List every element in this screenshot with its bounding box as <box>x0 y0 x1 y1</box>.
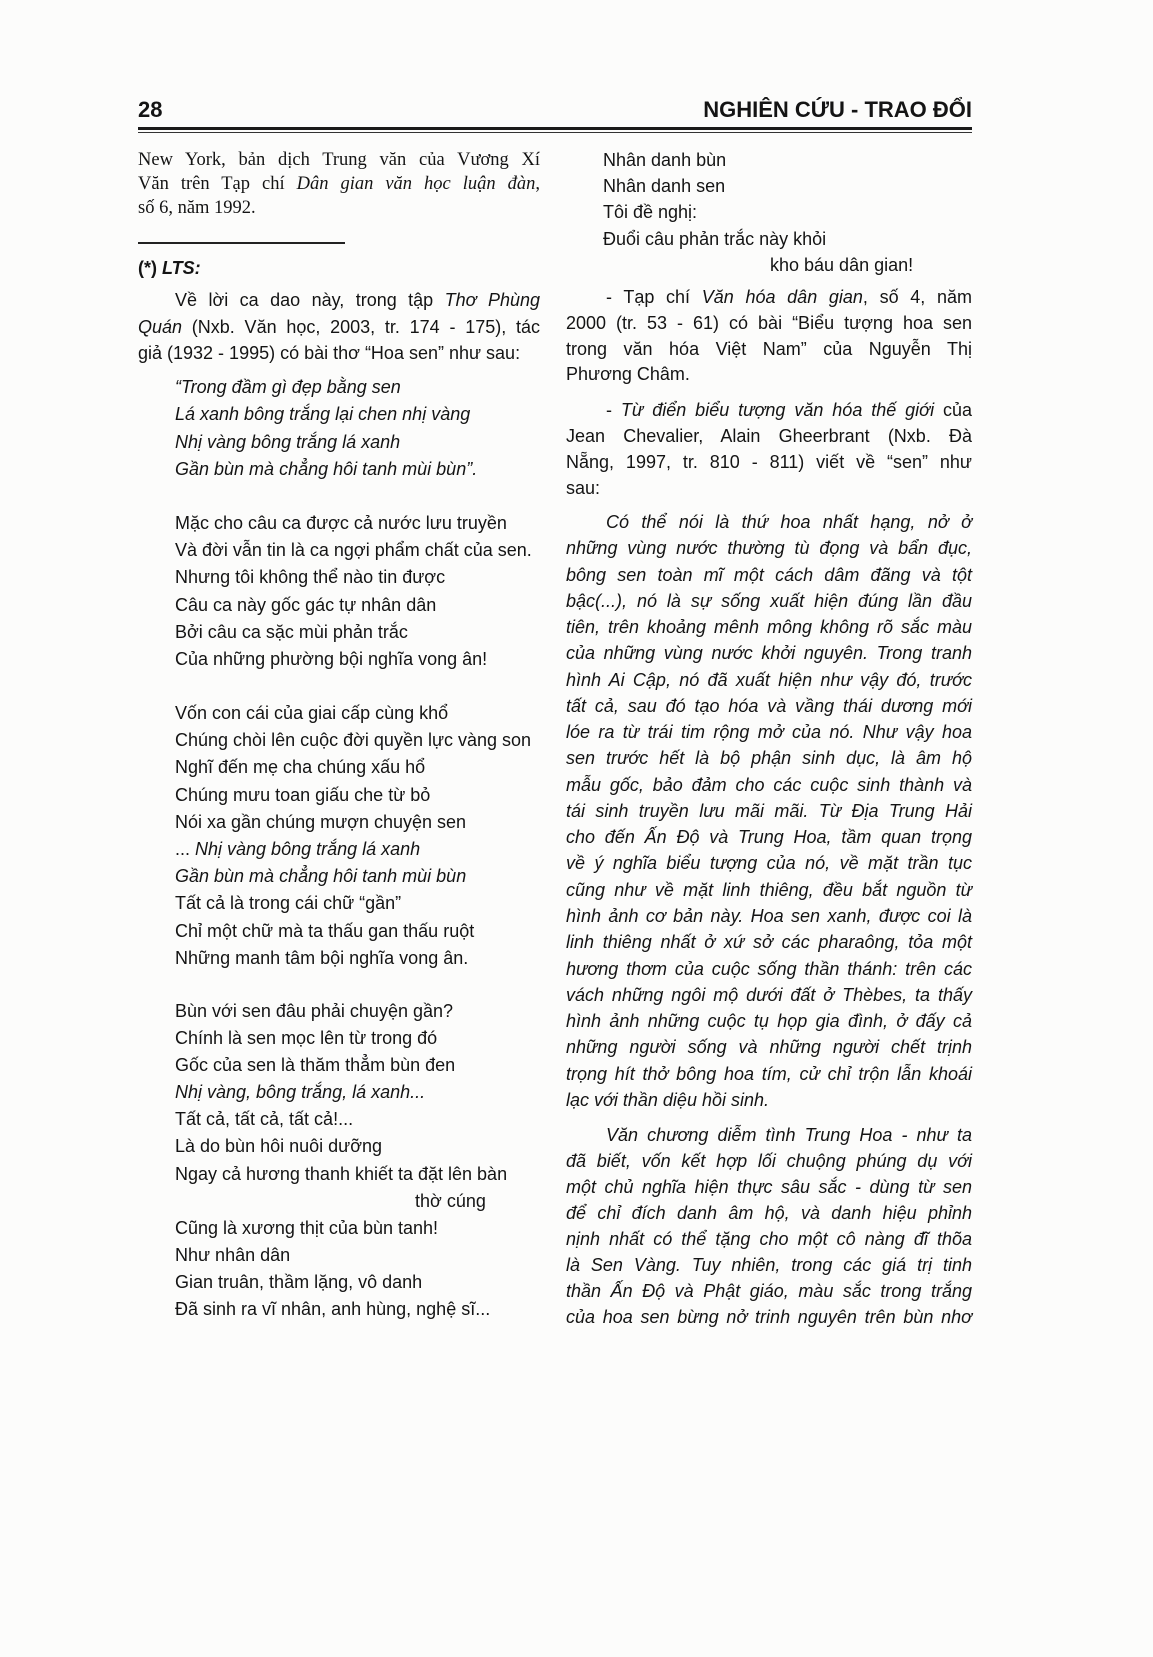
text-line: Là do bùn hôi nuôi dưỡng <box>175 1136 383 1157</box>
italic-text: Từ điển biểu tượng văn hóa thế giới <box>620 400 935 420</box>
text-line: là Sen Vàng. Tuy nhiên, trong các giá trị tinh <box>566 1255 972 1275</box>
text-line: để chỉ đích danh âm hộ, và danh hiệu phỉnh <box>566 1203 972 1223</box>
text-line: Tôi đề nghị: <box>603 202 698 223</box>
italic-text: Thơ Phùng <box>444 290 541 310</box>
text-line: Bởi câu ca sặc mùi phản trắc <box>175 621 408 642</box>
text-line: Tất cả là trong cái chữ “gần” <box>175 893 402 914</box>
header-rule-thin <box>138 132 972 133</box>
text-line: nịnh nhất có thể tặng cho một cô nàng đĩ thõa <box>566 1229 972 1249</box>
text-line: Mặc cho câu ca được cả nước lưu truyền <box>175 513 507 533</box>
text-line: Chỉ một chữ mà ta thấu gan thấu ruột <box>175 920 475 941</box>
poem-stanza <box>566 147 972 278</box>
text-line: Jean Chevalier, Alain Gheerbrant (Nxb. Đà <box>566 426 972 446</box>
text-segment: Về lời ca dao này, trong tập <box>175 290 445 310</box>
reference-paragraph <box>566 397 972 501</box>
italic-text: Nhị vàng bông trắng lá xanh <box>195 838 421 859</box>
text-line: Văn chương diễm tình Trung Hoa - như ta <box>606 1125 972 1145</box>
text-line <box>138 836 540 863</box>
poem-stanza <box>138 998 540 1323</box>
editor-note-paragraph <box>138 287 540 367</box>
text-line: hình ảnh cơ bản này. Hoa sen xanh, được coi là <box>566 905 972 926</box>
text-line: mẫu gốc, bảo đảm cho các cuộc sinh thành và <box>566 774 972 795</box>
text-line: Chúng chòi lên cuộc đời quyền lực vàng son <box>175 730 532 751</box>
text-line: Của những phường bội nghĩa vong ân! <box>175 648 488 669</box>
text-line: Bùn với sen đâu phải chuyện gần? <box>175 1001 454 1021</box>
text-line: bậc(...), nó là sự sống xuất hiện đúng lần đầu <box>566 590 972 611</box>
text-line: Vốn con cái của giai cấp cùng khổ <box>175 703 449 723</box>
poem-stanza <box>138 700 540 972</box>
text-line: những người sống và những người chết trịnh <box>566 1037 972 1058</box>
text-segment: (*) <box>138 258 162 278</box>
text-line: thần Ấn Độ và Phật giáo, màu sắc trong trắng <box>566 1281 972 1301</box>
text-line: đã biết, vốn kết hợp lối chuộng phúng dụ với <box>566 1151 972 1171</box>
header-rule <box>138 127 972 130</box>
text-line <box>138 314 540 341</box>
text-line: Đã sinh ra vĩ nhân, anh hùng, nghệ sĩ... <box>175 1299 491 1320</box>
text-segment: (Nxb. Văn học, 2003, tr. 174 - 175), tác <box>182 316 540 337</box>
text-line <box>138 863 540 890</box>
quoted-paragraph <box>566 509 972 1113</box>
text-line: Chính là sen mọc lên từ trong đó <box>175 1028 438 1049</box>
text-line <box>138 287 540 314</box>
text-line: những vùng nước thường tù đọng và bẩn đục, <box>566 538 972 559</box>
italic-text: Nhị vàng, bông trắng, lá xanh... <box>175 1082 426 1103</box>
editor-note-label <box>138 255 540 281</box>
text-line: tất cả, sau đó tạo hóa và vầng thái dương mới <box>566 695 972 716</box>
footnote-divider <box>138 242 345 244</box>
text-line: lạc với thần diệu hồi sinh. <box>566 1089 770 1110</box>
text-line: tiên, trên khoảng mênh mông không rõ sắc màu <box>566 617 972 638</box>
reference-paragraph <box>566 285 972 388</box>
text-line: 2000 (tr. 53 - 61) có bài “Biểu tượng hoa sen <box>566 312 972 333</box>
text-line: cho đến Ấn Độ và Trung Hoa, tầm quan trọng <box>566 827 972 848</box>
text-line: Tất cả, tất cả, tất cả!... <box>175 1109 354 1130</box>
text-line: Phương Châm. <box>566 364 690 385</box>
text-line: tái sinh truyền lưu mãi mãi. Từ Địa Trung Hải <box>566 800 972 821</box>
poem-stanza <box>138 374 540 483</box>
text-segment: - <box>606 400 621 420</box>
italic-text: LTS: <box>162 258 201 278</box>
text-line: trọng hít thở bông hoa tím, cử chỉ trộn lẫn khoái <box>566 1063 972 1084</box>
section-title: NGHIÊN CỨU - TRAO ĐỔI <box>703 97 972 122</box>
text-segment: - Tạp chí <box>606 287 702 307</box>
text-line <box>566 285 972 311</box>
text-line: giả (1932 - 1995) có bài thơ “Hoa sen” như sau: <box>138 343 521 363</box>
italic-text: Gần bùn mà chẳng hôi tanh mùi bùn <box>175 866 467 887</box>
text-segment: , <box>535 174 540 194</box>
text-segment: ... <box>175 838 196 859</box>
italic-text: Quán <box>138 316 183 337</box>
text-line: Nhân danh bùn <box>603 150 727 170</box>
text-line: Gốc của sen là thăm thẳm bùn đen <box>175 1055 456 1076</box>
text-line: Câu ca này gốc gác tự nhân dân <box>175 594 437 615</box>
text-line: số 6, năm 1992. <box>138 198 256 218</box>
text-line: của những vùng nước khởi nguyên. Trong tranh <box>566 643 972 664</box>
text-line: lóe ra từ trái tim rộng mở của nó. Như vậy hoa <box>566 722 972 743</box>
text-line: Lá xanh bông trắng lại chen nhị vàng <box>175 404 471 425</box>
text-line: Ngay cả hương thanh khiết ta đặt lên bàn <box>175 1163 508 1184</box>
text-line: Nẵng, 1997, tr. 810 - 811) viết về “sen” như <box>566 452 972 472</box>
text-line: Chúng mưu toan giấu che từ bỏ <box>175 784 431 805</box>
text-line: Và đời vẫn tin là ca ngợi phẩm chất của sen. <box>175 540 532 561</box>
text-line: sen trước hết là bộ phận sinh dục, là âm hộ <box>566 748 972 769</box>
text-line: linh thiêng nhất ở xứ sở các pharaông, tỏa một <box>566 932 972 953</box>
quoted-paragraph <box>566 1122 972 1330</box>
text-line: Nghĩ đến mẹ cha chúng xấu hổ <box>175 757 426 778</box>
footnote-text <box>138 148 540 220</box>
text-line: Như nhân dân <box>175 1244 291 1265</box>
text-line: về ý nghĩa biểu tượng của nó, về mặt trần tục <box>566 853 972 874</box>
page-number: 28 <box>138 97 163 122</box>
text-line <box>138 1079 540 1106</box>
text-line: bông sen toàn mĩ một cách dâm đãng và tột <box>566 564 972 585</box>
text-line: một chủ nghĩa hiện thực sâu sắc - dùng từ sen <box>566 1177 972 1197</box>
text-line: thờ cúng <box>415 1190 486 1211</box>
text-line: hình ảnh những cuộc tụ họp gia đình, ở đấy cả <box>566 1011 972 1032</box>
text-segment: , số 4, năm <box>862 287 973 307</box>
text-segment: Văn trên Tạp chí <box>138 174 297 194</box>
text-line: trong văn hóa Việt Nam” của Nguyễn Thị <box>566 338 972 359</box>
text-line: Nhị vàng bông trắng lá xanh <box>175 431 401 452</box>
text-line: Cũng là xương thịt của bùn tanh! <box>175 1217 439 1238</box>
italic-text: Dân gian văn học luận đàn <box>296 174 536 194</box>
text-line: “Trong đầm gì đẹp bằng sen <box>175 377 401 397</box>
text-line <box>138 172 540 196</box>
text-line: Đuổi câu phản trắc này khỏi <box>603 228 827 249</box>
text-line: Gian truân, thầm lặng, vô danh <box>175 1271 423 1292</box>
text-line: New York, bản dịch Trung văn của Vương Xí <box>138 150 540 170</box>
text-line: của hoa sen bừng nở trinh nguyên trên bùn nhơ <box>566 1307 972 1327</box>
poem-stanza <box>138 510 540 673</box>
text-line: Có thể nói là thứ hoa nhất hạng, nở ở <box>606 512 972 532</box>
text-line: Nhân danh sen <box>603 176 726 197</box>
text-line: Gần bùn mà chẳng hôi tanh mùi bùn”. <box>175 458 478 479</box>
text-line: kho báu dân gian! <box>770 254 914 275</box>
text-line <box>566 397 972 423</box>
text-line: hình Ai Cập, nó đã xuất hiện như vậy đó, trước <box>566 669 972 690</box>
text-line: sau: <box>566 478 601 498</box>
text-line: Những manh tâm bội nghĩa vong ân. <box>175 947 469 968</box>
text-line: vách những ngôi mộ dưới đất ở Thèbes, ta thấy <box>566 984 972 1005</box>
text-segment: của <box>934 400 973 420</box>
text-line <box>138 255 540 281</box>
text-line: cũng như về mặt linh thiêng, đều bắt nguồn từ <box>566 879 972 900</box>
text-line: hương thơm của cuộc sống thần thánh: trên các <box>566 958 972 979</box>
text-line: Nhưng tôi không thể nào tin được <box>175 567 446 588</box>
text-line: Nói xa gần chúng mượn chuyện sen <box>175 811 467 832</box>
italic-text: Văn hóa dân gian <box>701 287 863 307</box>
